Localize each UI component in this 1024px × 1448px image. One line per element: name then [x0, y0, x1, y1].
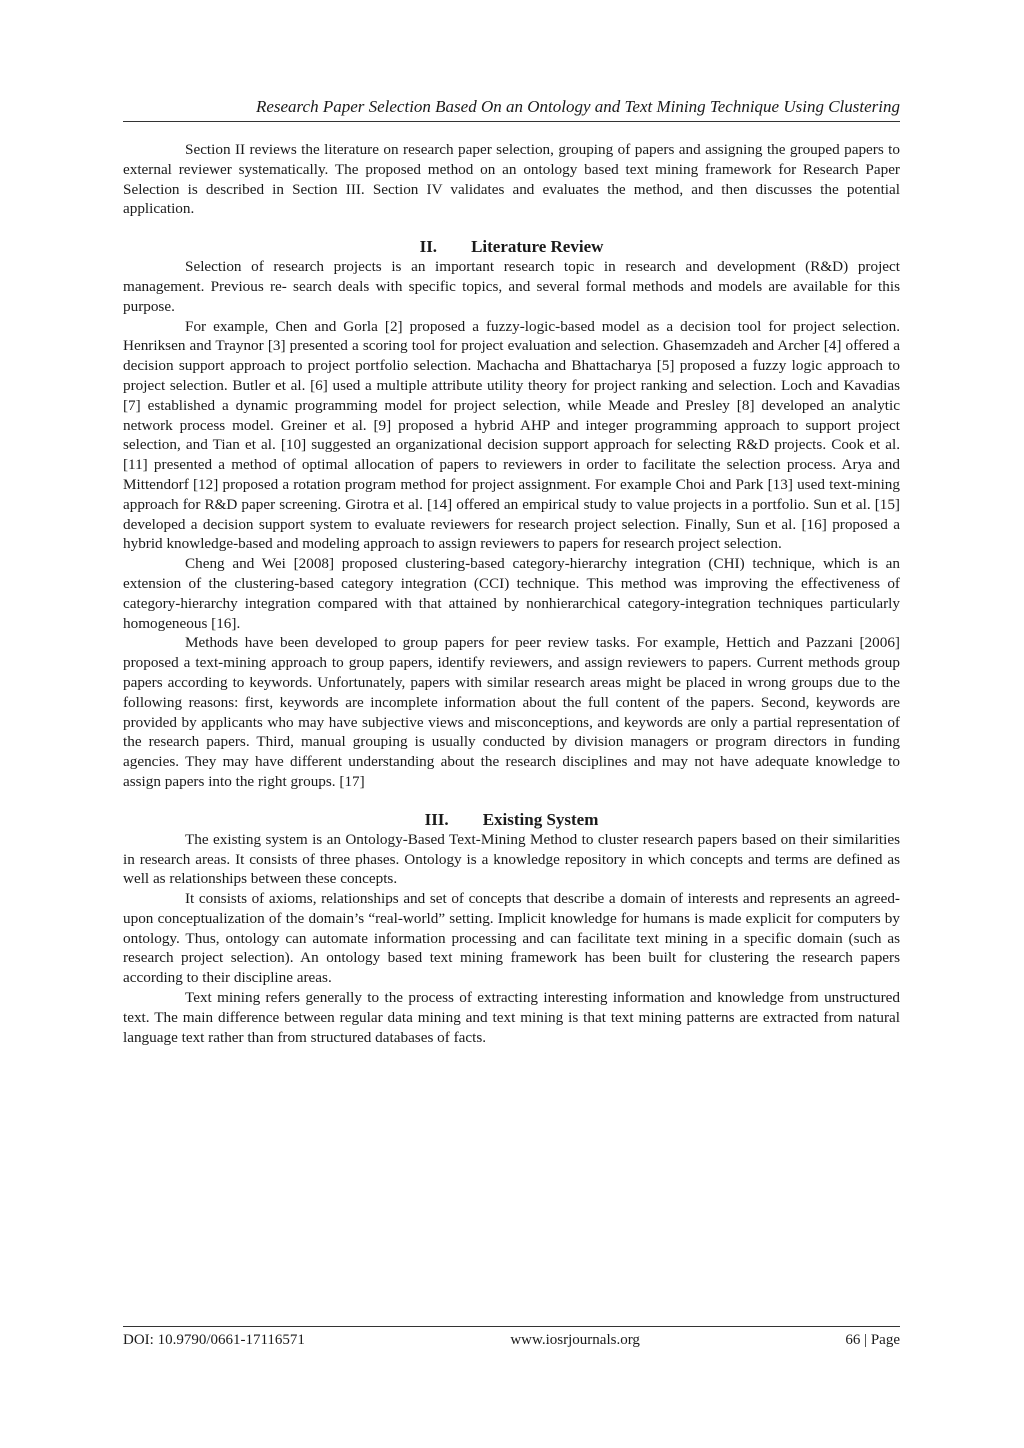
doi: DOI: 10.9790/0661-17116571 — [123, 1332, 305, 1348]
paragraph: Methods have been developed to group papers for peer review tasks. For example, Hettich and Pazzani [2006] proposed a text-mining approach to group papers, identify reviewers, and assign reviewers to papers. Current methods group papers according to keywords. Unfortunately, papers with similar research areas might be placed in wrong groups due to the following reasons: first, keywords are incomplete information about the full content of the papers. Second, keywords are provided by applicants who may have subjective views and misconceptions, and keywords are only a partial representation of the research papers. Third, manual grouping is usually conducted by division managers or program directors in funding agencies. They may have different understanding about the research disciplines and may not have adequate knowledge to assign papers into the right groups. [17] — [123, 634, 900, 790]
section-title: Existing System — [482, 809, 599, 829]
running-header: Research Paper Selection Based On an Ontology and Text Mining Technique Using Clustering — [123, 96, 900, 122]
literature-review-section — [123, 237, 900, 792]
section-number: III. — [424, 809, 449, 829]
intro-section — [123, 140, 900, 219]
page-footer — [123, 1326, 900, 1350]
existing-system-section — [123, 810, 900, 1048]
section-title: Literature Review — [471, 237, 604, 257]
paragraph: Cheng and Wei [2008] proposed clustering-based category-hierarchy integration (CHI) technique, which is an extension of the clustering-based category integration (CCI) technique. This method was improving the effectiveness of category-hierarchy integration compared with that attained by nonhierarchical category-integration techniques particularly homogeneous [16]. — [123, 555, 900, 632]
section-heading — [123, 810, 900, 830]
page-number: 66 | Page — [845, 1332, 900, 1348]
paragraph: Selection of research projects is an important research topic in research and development (R&D) project management. Previous re- search deals with specific topics, and several formal methods and models are available for this purpose. — [123, 258, 900, 315]
paragraph: Text mining refers generally to the process of extracting interesting information and knowledge from unstructured text. The main difference between regular data mining and text mining is that text mining patterns are extracted from natural language text rather than from structured databases of facts. — [123, 989, 900, 1046]
paragraph: The existing system is an Ontology-Based Text-Mining Method to cluster research papers based on their similarities in research areas. It consists of three phases. Ontology is a knowledge repository in which concepts and terms are defined as well as relationships between these concepts. — [123, 830, 900, 888]
paragraph: For example, Chen and Gorla [2] proposed a fuzzy-logic-based model as a decision tool for project selection. Henriksen and Traynor [3] presented a scoring tool for project evaluation and selection. Ghasemzadeh and Archer [4] offered a decision support approach to project portfolio selection. Machacha and Bhattacharya [5] proposed a fuzzy logic approach to project selection. Butler et al. [6] used a multiple attribute utility theory for project ranking and selection. Loch and Kavadias [7] established a dynamic programming model for project selection, while Meade and Presley [8] developed an analytic network process model. Greiner et al. [9] proposed a hybrid AHP and integer programming approach to support project selection, and Tian et al. [10] suggested an organizational decision support approach for selecting R&D projects. Cook et al. [11] presented a method of optimal allocation of papers to reviewers in order to facilitate the selection process. Arya and Mittendorf [12] proposed a rotation program method for project assignment. For example Choi and Park [13] used text-mining approach for R&D paper screening. Girotra et al. [14] offered an empirical study to value projects in a portfolio. Sun et al. [15] developed a decision support system to evaluate reviewers for research project selection. Finally, Sun et al. [16] proposed a hybrid knowledge-based and modeling approach to assign reviewers to papers for research project selection. — [123, 317, 900, 553]
paragraph: It consists of axioms, relationships and set of concepts that describe a domain of interests and represents an agreed-upon conceptualization of the domain’s “real-world” setting. Implicit knowledge for humans is made explicit for computers by ontology. Thus, ontology can automate information processing and can facilitate text mining in a specific domain (such as research project selection). An ontology based text mining framework has been built for clustering the research papers according to their discipline areas. — [123, 890, 900, 987]
journal-website-link[interactable]: www.iosrjournals.org — [510, 1332, 640, 1348]
section-heading — [123, 237, 900, 257]
section-number: II. — [419, 237, 438, 257]
paragraph: Section II reviews the literature on research paper selection, grouping of papers and assigning the grouped papers to external reviewer systematically. The proposed method on an ontology based text mining framework for Research Paper Selection is described in Section III. Section IV validates and evaluates the method, and then discusses the potential application. — [123, 141, 900, 218]
page — [123, 96, 900, 1047]
